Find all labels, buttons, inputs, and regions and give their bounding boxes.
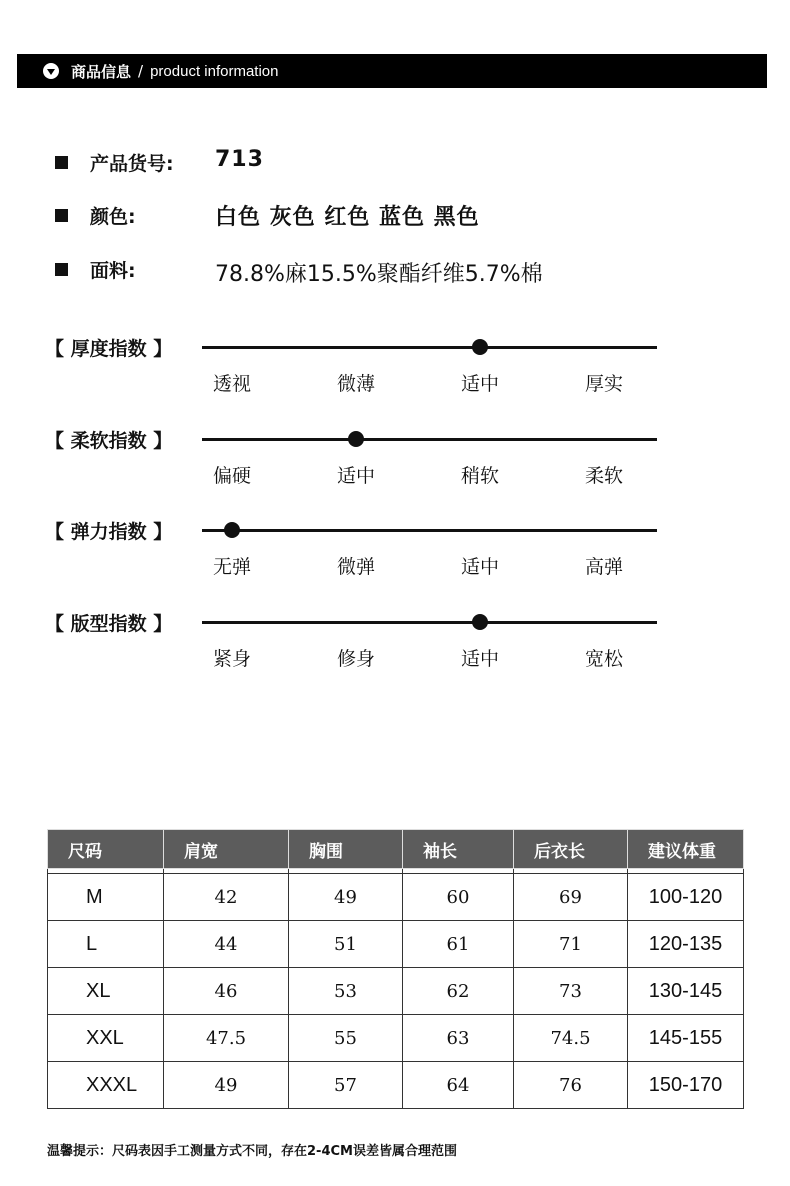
index-marker-dot xyxy=(472,614,488,630)
index-level-label: 厚实 xyxy=(584,373,624,395)
product-no-value: 713 xyxy=(215,147,264,172)
weight-cell: 100-120 xyxy=(628,874,744,921)
header-title-en: product information xyxy=(150,62,279,80)
index-level-label: 宽松 xyxy=(584,648,624,670)
weight-cell: 145-155 xyxy=(628,1015,744,1062)
table-row xyxy=(48,968,744,1015)
bullet-square-icon xyxy=(55,263,68,276)
index-scale-line xyxy=(202,621,657,624)
size-table-header-cell: 尺码 xyxy=(48,830,164,869)
chest-cell: 51 xyxy=(289,921,403,968)
size-table xyxy=(47,829,744,1109)
size-cell: XXXL xyxy=(48,1062,164,1109)
index-marker-dot xyxy=(472,339,488,355)
table-row xyxy=(48,921,744,968)
size-table-header-cell: 后衣长 xyxy=(514,830,628,869)
index-title: 【 版型指数 】 xyxy=(45,613,173,635)
color-value: 白色 灰色 红色 蓝色 黑色 xyxy=(215,205,480,230)
length-cell: 76 xyxy=(514,1062,628,1109)
weight-cell: 120-135 xyxy=(628,921,744,968)
shoulder-cell: 47.5 xyxy=(164,1015,289,1062)
section-header xyxy=(17,54,767,88)
shoulder-cell: 46 xyxy=(164,968,289,1015)
index-marker-dot xyxy=(348,431,364,447)
index-level-label: 高弹 xyxy=(584,556,624,578)
index-title: 【 厚度指数 】 xyxy=(45,338,173,360)
size-table-header-cell: 胸围 xyxy=(289,830,403,869)
index-scale-line xyxy=(202,529,657,532)
sleeve-cell: 62 xyxy=(403,968,514,1015)
size-cell: L xyxy=(48,921,164,968)
index-level-label: 柔软 xyxy=(584,465,624,487)
size-table-header-cell: 袖长 xyxy=(403,830,514,869)
shoulder-cell: 42 xyxy=(164,874,289,921)
length-cell: 71 xyxy=(514,921,628,968)
size-table-header-cell: 建议体重 xyxy=(628,830,744,869)
index-elasticity xyxy=(0,517,790,597)
size-cell: XXL xyxy=(48,1015,164,1062)
chest-cell: 55 xyxy=(289,1015,403,1062)
heart-badge-icon xyxy=(43,63,59,79)
length-cell: 73 xyxy=(514,968,628,1015)
index-level-label: 修身 xyxy=(336,648,376,670)
index-level-label: 微弹 xyxy=(336,556,376,578)
index-level-label: 紧身 xyxy=(212,648,252,670)
index-level-label: 稍软 xyxy=(460,465,500,487)
weight-cell: 130-145 xyxy=(628,968,744,1015)
chest-cell: 49 xyxy=(289,874,403,921)
info-row-product-no xyxy=(55,147,264,175)
size-table-header-row xyxy=(48,830,744,869)
color-label: 颜色: xyxy=(90,206,136,228)
sleeve-cell: 63 xyxy=(403,1015,514,1062)
header-title-cn: 商品信息 xyxy=(71,62,132,81)
chest-cell: 53 xyxy=(289,968,403,1015)
index-level-label: 偏硬 xyxy=(212,465,252,487)
index-marker-dot xyxy=(224,522,240,538)
bullet-square-icon xyxy=(55,209,68,222)
index-level-label: 适中 xyxy=(460,648,500,670)
bullet-square-icon xyxy=(55,156,68,169)
index-title: 【 弹力指数 】 xyxy=(45,521,173,543)
table-row xyxy=(48,1062,744,1109)
info-row-fabric xyxy=(55,260,543,287)
header-separator: / xyxy=(138,62,144,80)
length-cell: 74.5 xyxy=(514,1015,628,1062)
index-level-label: 无弹 xyxy=(212,556,252,578)
weight-cell: 150-170 xyxy=(628,1062,744,1109)
index-level-label: 透视 xyxy=(212,373,252,395)
size-table-header-cell: 肩宽 xyxy=(164,830,289,869)
size-cell: XL xyxy=(48,968,164,1015)
index-level-label: 微薄 xyxy=(336,373,376,395)
index-level-label: 适中 xyxy=(460,373,500,395)
table-row xyxy=(48,1015,744,1062)
product-no-label: 产品货号: xyxy=(90,153,174,175)
index-scale-line xyxy=(202,346,657,349)
info-row-color xyxy=(55,205,480,230)
index-fit xyxy=(0,609,790,689)
sleeve-cell: 60 xyxy=(403,874,514,921)
sleeve-cell: 61 xyxy=(403,921,514,968)
fabric-value: 78.8%麻15.5%聚酯纤维5.7%棉 xyxy=(215,262,543,287)
chest-cell: 57 xyxy=(289,1062,403,1109)
table-row xyxy=(48,874,744,921)
index-scale-line xyxy=(202,438,657,441)
index-title: 【 柔软指数 】 xyxy=(45,430,173,452)
length-cell: 69 xyxy=(514,874,628,921)
size-footnote: 温馨提示：尺码表因手工测量方式不同，存在2-4CM误差皆属合理范围 xyxy=(47,1144,457,1159)
index-level-label: 适中 xyxy=(336,465,376,487)
index-softness xyxy=(0,426,790,506)
size-cell: M xyxy=(48,874,164,921)
index-thickness xyxy=(0,334,790,414)
fabric-label: 面料: xyxy=(90,260,136,282)
shoulder-cell: 44 xyxy=(164,921,289,968)
sleeve-cell: 64 xyxy=(403,1062,514,1109)
shoulder-cell: 49 xyxy=(164,1062,289,1109)
index-level-label: 适中 xyxy=(460,556,500,578)
